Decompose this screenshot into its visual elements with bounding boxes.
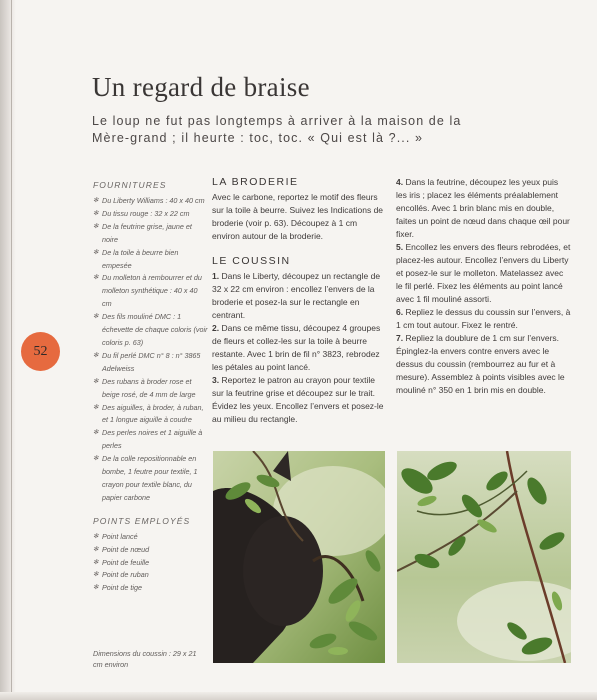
step-text: Dans le Liberty, découpez un rectangle de 32 x 22 cm environ : encollez l’envers de la broderie et posez-la sur le rectangle en centrant. bbox=[212, 271, 381, 320]
broderie-paragraph: Avec le carbone, reportez le motif des fleurs sur la toile à beurre. Suivez les Indications de broderie (voir p. 63). Découpez à 1 cm environ autour de la broderie. bbox=[212, 192, 384, 241]
step-paragraph bbox=[212, 374, 386, 426]
instructions-column-2 bbox=[396, 176, 571, 397]
step-paragraph bbox=[212, 270, 386, 322]
step-number: 1. bbox=[212, 271, 220, 281]
list-item: ✻ Du Liberty Williams : 40 x 40 cm bbox=[93, 195, 208, 208]
points-heading: POINTS EMPLOYÉS bbox=[93, 515, 191, 526]
broderie-heading: LA BRODERIE bbox=[212, 176, 299, 188]
list-item: ✻ Du tissu rouge : 32 x 22 cm bbox=[93, 208, 208, 221]
list-item: ✻ De la feutrine grise, jaune et noire bbox=[93, 221, 192, 244]
snowflake-bullet-icon: ✻ bbox=[93, 571, 99, 579]
list-item: ✻ Des fils mouliné DMC : 1 échevette de chaque coloris (voir coloris p. 63) bbox=[93, 312, 208, 347]
step-number: 3. bbox=[212, 375, 220, 385]
snowflake-bullet-icon: ✻ bbox=[93, 403, 99, 411]
instructions-column-1 bbox=[212, 176, 386, 426]
step-paragraph bbox=[396, 306, 571, 332]
snowflake-bullet-icon: ✻ bbox=[93, 351, 99, 359]
list-item: ✻ De la toile à beurre bien empesée bbox=[93, 247, 179, 270]
step-number: 2. bbox=[212, 323, 220, 333]
step-text: Dans ce même tissu, découpez 4 groupes de fleurs et collez-les sur la toile à beurre restante. Avec 1 brin de fil n° 3823, rebrodez les pétales au point lancé. bbox=[212, 323, 381, 372]
step-paragraph bbox=[396, 176, 571, 241]
materials-sidebar bbox=[93, 180, 208, 595]
photo-branches bbox=[397, 451, 571, 663]
list-item: ✻ Du molleton à rembourrer et du molleton synthétique : 40 x 40 cm bbox=[93, 273, 202, 309]
step-text: Repliez le dessus du coussin sur l’envers, à 1 cm tout autour. Fixez le rentré. bbox=[396, 307, 571, 330]
list-item: ✻ Point de ruban bbox=[93, 569, 208, 582]
page-bottom-edge bbox=[0, 692, 597, 700]
step-paragraph bbox=[396, 241, 571, 306]
step-number: 4. bbox=[396, 177, 404, 187]
list-item: ✻ Point lancé bbox=[93, 531, 208, 544]
points-list bbox=[93, 531, 208, 596]
list-item: ✻ Des rubans à broder rose et beige rosé, de 4 mm de large bbox=[93, 376, 196, 399]
step-number: 6. bbox=[396, 307, 404, 317]
list-item: ✻ Point de feuille bbox=[93, 557, 208, 570]
dimensions-note: Dimensions du coussin : 29 x 21 cm environ bbox=[93, 649, 197, 669]
fournitures-heading: FOURNITURES bbox=[93, 180, 167, 190]
page-title: Un regard de braise bbox=[92, 72, 310, 102]
list-item: ✻ Point de tige bbox=[93, 582, 208, 595]
step-paragraph bbox=[212, 322, 386, 374]
list-item: ✻ Du fil perlé DMC n° 8 : n° 3865 Adelweiss bbox=[93, 350, 201, 373]
step-text: Encollez les envers des fleurs rebrodées, et placez-les autour. Encollez l’envers du Liberty et posez-le sur le molleton. Matelassez avec le fil perlé. Fixez les éléments au point lancé avec 1 fil mouliné assorti. bbox=[396, 242, 571, 304]
step-text: Reportez le patron au crayon pour textile sur la feutrine grise et découpez sur le trait. Évidez les yeux. Encollez l’envers et posez-le au milieu du rectangle. bbox=[212, 375, 384, 424]
snowflake-bullet-icon: ✻ bbox=[93, 248, 99, 256]
snowflake-bullet-icon: ✻ bbox=[93, 429, 99, 437]
page-number: 52 bbox=[33, 343, 48, 359]
fournitures-list bbox=[93, 195, 208, 505]
spine-line bbox=[11, 0, 12, 700]
wolf-photo-image bbox=[213, 451, 385, 663]
step-number: 7. bbox=[396, 333, 404, 343]
step-text: Dans la feutrine, découpez les yeux puis les iris ; placez les éléments préalablement encollés. Avec 1 brin blanc mis en double, faites un point de nœud dans chaque œil pour fixer. bbox=[396, 177, 570, 239]
step-text: Repliez la doublure de 1 cm sur l’envers. Épinglez-la envers contre envers avec le dessus du coussin (rembourrez au fur et à mesure). Assemblez à points visibles avec le mouliné n° 350 en 1 brin mis en double. bbox=[396, 333, 565, 395]
coussin-heading: LE COUSSIN bbox=[212, 255, 291, 267]
snowflake-bullet-icon: ✻ bbox=[93, 455, 99, 463]
snowflake-bullet-icon: ✻ bbox=[93, 274, 99, 282]
page-number-badge bbox=[21, 332, 60, 371]
list-item: ✻ De la colle repositionnable en bombe, 1 feutre pour textile, 1 crayon pour textile blanc, du papier carbone bbox=[93, 454, 198, 502]
photo-wolf-in-foliage bbox=[213, 451, 385, 663]
snowflake-bullet-icon: ✻ bbox=[93, 377, 99, 385]
book-spine bbox=[0, 0, 16, 700]
snowflake-bullet-icon: ✻ bbox=[93, 313, 99, 321]
step-number: 5. bbox=[396, 242, 404, 252]
snowflake-bullet-icon: ✻ bbox=[93, 584, 99, 592]
list-item: ✻ Des aiguilles, à broder, à ruban, et 1 longue aiguille à coudre bbox=[93, 402, 204, 425]
snowflake-bullet-icon: ✻ bbox=[93, 209, 99, 217]
snowflake-bullet-icon: ✻ bbox=[93, 558, 99, 566]
list-item: ✻ Des perles noires et 1 aiguille à perles bbox=[93, 428, 203, 451]
list-item: ✻ Point de nœud bbox=[93, 544, 208, 557]
snowflake-bullet-icon: ✻ bbox=[93, 545, 99, 553]
snowflake-bullet-icon: ✻ bbox=[93, 197, 99, 204]
step-paragraph bbox=[396, 332, 571, 397]
snowflake-bullet-icon: ✻ bbox=[93, 222, 99, 230]
intro-text: Le loup ne fut pas longtemps à arriver à la maison de la Mère-grand ; il heurte : toc, toc. « Qui est là ?... » bbox=[92, 114, 462, 145]
branch-photo-image bbox=[397, 451, 571, 663]
snowflake-bullet-icon: ✻ bbox=[93, 532, 99, 540]
